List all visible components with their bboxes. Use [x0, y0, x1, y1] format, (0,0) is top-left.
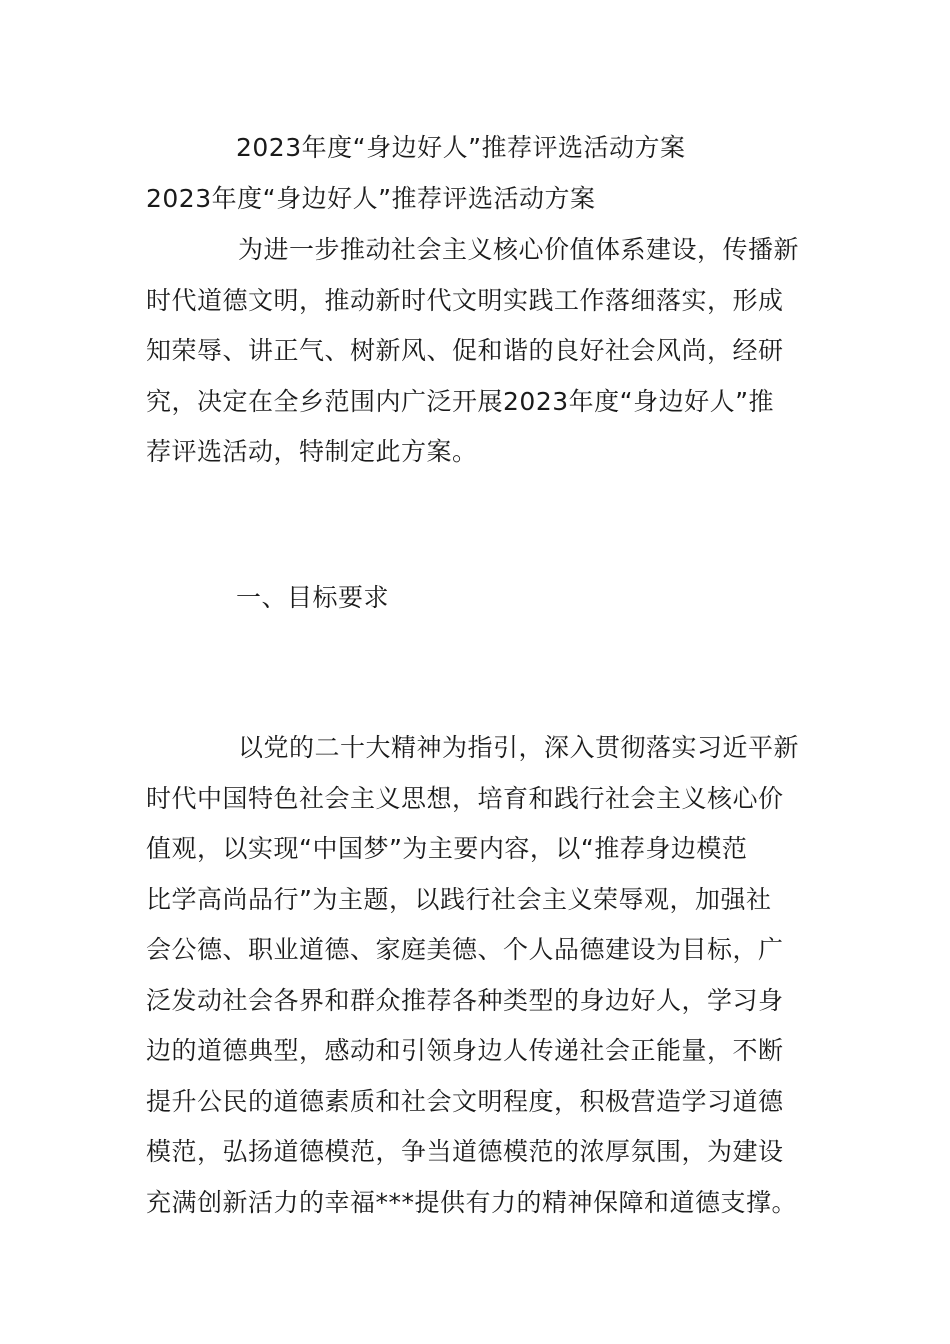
goal-line: 模范，弘扬道德模范，争当道德模范的浓厚氛围，为建设 [146, 1137, 784, 1166]
goal-line: 充满创新活力的幸福***提供有力的精神保障和道德支撑。 [146, 1187, 798, 1217]
goal-line: 值观，以实现“中国梦”为主要内容，以“推荐身边模范 [146, 834, 748, 863]
document-title-repeat: 2023年度“身边好人”推荐评选活动方案 [146, 184, 596, 213]
intro-line: 究，决定在全乡范围内广泛开展2023年度“身边好人”推 [146, 386, 775, 416]
goal-line: 泛发动社会各界和群众推荐各种类型的身边好人，学习身 [146, 985, 784, 1015]
goal-line: 时代中国特色社会主义思想，培育和践行社会主义核心价 [146, 783, 784, 813]
intro-line: 为进一步推动社会主义核心价值体系建设，传播新 [238, 235, 800, 264]
intro-line: 时代道德文明，推动新时代文明实践工作落细落实，形成 [146, 285, 784, 315]
intro-line: 知荣辱、讲正气、树新风、促和谐的良好社会风尚，经研 [146, 336, 784, 365]
goal-line: 会公德、职业道德、家庭美德、个人品德建设为目标，广 [146, 935, 784, 964]
intro-paragraph [146, 225, 799, 478]
intro-line: 荐评选活动，特制定此方案。 [146, 437, 478, 466]
goal-line: 以党的二十大精神为指引，深入贯彻落实习近平新 [238, 733, 800, 762]
goal-paragraph [146, 723, 799, 1228]
goal-line: 比学高尚品行”为主题，以践行社会主义荣辱观，加强社 [146, 884, 772, 914]
goal-line: 提升公民的道德素质和社会文明程度，积极营造学习道德 [146, 1086, 784, 1116]
section-heading-goals: 一、目标要求 [236, 583, 390, 612]
document-title: 2023年度“身边好人”推荐评选活动方案 [236, 133, 686, 162]
goal-line: 边的道德典型，感动和引领身边人传递社会正能量，不断 [146, 1036, 784, 1065]
